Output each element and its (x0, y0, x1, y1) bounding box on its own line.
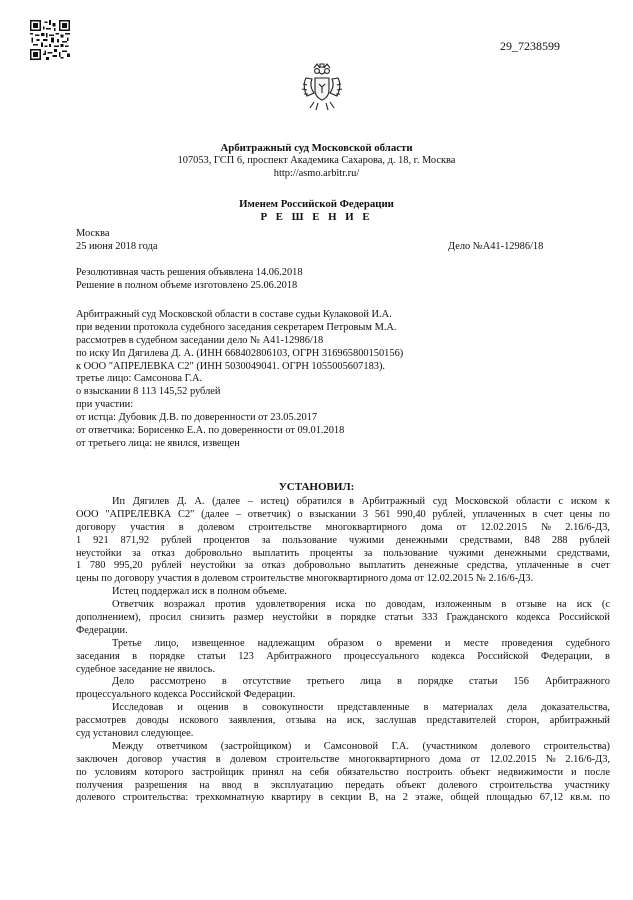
body-word: иск, (346, 715, 365, 727)
body-word: рублей, (432, 508, 466, 520)
body-word: квартиру (271, 792, 312, 804)
body-word: передать (345, 779, 384, 791)
body-word: пользование (282, 534, 337, 546)
body-word: Исследовав (112, 702, 164, 714)
body-word: № (545, 753, 556, 765)
body-word: статьи (469, 676, 498, 688)
body-word: долевого (76, 792, 116, 804)
body-word: договору (76, 521, 116, 533)
body-word: ответчиком (156, 740, 208, 752)
body-word: 871,92 (120, 534, 150, 546)
body-word: заявления, (228, 715, 276, 727)
body-word: объект (460, 766, 490, 778)
decision-date: 25 июня 2018 года (76, 241, 158, 252)
qr-code (30, 20, 70, 60)
body-word: ООО (76, 508, 99, 520)
composition-line: третье лицо: Самсонова Г.А. (76, 373, 203, 385)
body-word: 848 (524, 534, 541, 546)
body-word: 156 (513, 676, 529, 688)
composition-block (76, 309, 403, 451)
body-word: строительстве (276, 753, 340, 765)
body-word: в (501, 599, 507, 611)
body-word: (участником (422, 740, 478, 752)
body-line (76, 767, 610, 780)
body-line: Федерации. (76, 624, 128, 636)
body-word: извещенное (191, 637, 245, 649)
body-word: оценив (197, 702, 229, 714)
body-word: и (177, 702, 183, 714)
body-line: судебное заседание не явилось. (76, 663, 216, 675)
body-word: по (599, 792, 610, 804)
body-line (76, 599, 610, 612)
body-word: области (516, 496, 551, 507)
body-word: в (532, 508, 538, 520)
body-word: средствами, (557, 547, 610, 559)
body-word: дома (439, 753, 461, 765)
body-word: 288 (551, 534, 568, 546)
body-word: статьи (197, 650, 226, 662)
body-word: в (577, 560, 583, 572)
body-word: размер (233, 612, 264, 624)
body-word: 1 (76, 534, 82, 546)
body-word: иска (335, 599, 356, 611)
body-word: от (470, 753, 481, 765)
body-word: объект (396, 779, 426, 791)
composition-line: о взыскании 8 113 145,52 рублей (76, 386, 221, 398)
body-word: построить (406, 766, 453, 778)
body-word: Дягилев (132, 496, 170, 507)
body-line (76, 702, 610, 715)
body-word: выплатить (358, 560, 406, 572)
body-word: доводы (136, 715, 169, 727)
body-word: секции (330, 792, 362, 804)
body-word: выплатить (252, 547, 300, 559)
body-word: принял (251, 766, 284, 778)
body-word: на (291, 766, 302, 778)
body-word: чужими (448, 547, 484, 559)
composition-line: от истца: Дубовик Д.В. по доверенности от 23.05.2017 (76, 412, 318, 424)
body-word: образом (327, 637, 364, 649)
body-word: порядке (149, 650, 185, 662)
body-word: в (221, 676, 227, 688)
body-word: времени (394, 637, 432, 649)
body-word: ввод (221, 779, 242, 791)
body-word: денежные (413, 560, 459, 572)
body-line (76, 522, 610, 535)
decision-title: Р Е Ш Е Н И Е (260, 211, 373, 223)
announcement-block (76, 267, 303, 293)
court-name: Арбитражный суд Московской области (220, 142, 413, 154)
body-word: месте (463, 637, 489, 649)
body-word: (застройщиком) (220, 740, 292, 752)
body-word: Самсоновой (323, 740, 379, 752)
body-word: Дело (112, 676, 135, 688)
body-word: площадью (486, 792, 533, 804)
body-line (76, 638, 610, 651)
body-word: обратился (296, 496, 342, 507)
body-word: к (604, 496, 610, 507)
body-word: о (297, 508, 303, 520)
body-line (76, 509, 610, 522)
body-line: процессуального кодекса Российской Федерации. (76, 689, 296, 701)
body-word: Московской (454, 496, 509, 507)
body-word: по (365, 599, 376, 611)
body-word: недвижимости (497, 766, 564, 778)
composition-line: рассмотрев в судебном заседании дело № А41-12986/18 (76, 334, 324, 346)
body-word: порядке (417, 676, 454, 688)
body-line (76, 612, 610, 625)
body-word: иск (576, 599, 592, 611)
body-word: участнику (564, 779, 610, 791)
body-word: за (363, 547, 373, 559)
body-word: проценты (309, 547, 354, 559)
body-word: обязательство (337, 766, 399, 778)
body-word: процентов (203, 534, 250, 546)
body-word: лицо, (154, 637, 179, 649)
body-word: рассмотрев (76, 715, 127, 727)
body-word: застройщик (191, 766, 244, 778)
body-word: (далее (212, 496, 241, 507)
announcement-line: Решение в полном объеме изготовлено 25.06.2018 (76, 279, 298, 291)
body-word: 921 (93, 534, 109, 546)
body-word: порядке (340, 612, 376, 624)
body-word: С2" (178, 508, 195, 520)
body-word: арбитражный (549, 715, 610, 727)
body-line (76, 715, 610, 728)
body-word: дома (421, 521, 443, 533)
body-word: дела (507, 702, 528, 714)
body-word: в (132, 650, 138, 662)
body-word: лица (360, 676, 382, 688)
body-word: 995,20 (114, 560, 143, 572)
body-line (76, 548, 610, 561)
body-word: условиям (94, 766, 137, 778)
body-word: заслушав (375, 715, 417, 727)
body-word: и (444, 637, 451, 649)
body-word: в (423, 702, 429, 714)
body-word: отказ (151, 547, 175, 559)
body-word: отзыва (285, 715, 316, 727)
body-word: с (558, 496, 564, 507)
composition-line: от ответчика: Борисенко Е.А. по доверенности от 09.01.2018 (76, 425, 345, 437)
body-word: уплаченные (516, 560, 569, 572)
body-word: В, (368, 792, 379, 804)
body-word: долевом (230, 753, 267, 765)
body-word: 780 (89, 560, 106, 572)
body-word: неустойки (190, 560, 236, 572)
body-word: кодекса (516, 612, 550, 624)
body-word: долевом (197, 521, 235, 533)
body-word: отказ (261, 560, 285, 572)
body-word: Д. (176, 496, 187, 507)
body-word: взыскании (309, 508, 357, 520)
body-word: № (541, 521, 552, 533)
body-line (76, 780, 610, 793)
body-word: отсутствие (242, 676, 291, 688)
body-word: Ответчик (112, 599, 154, 611)
body-word: за (244, 560, 254, 572)
body-word: строительства) (543, 740, 610, 752)
composition-line: при участии: (76, 399, 134, 411)
body-word: Ип (112, 496, 126, 507)
body-word: 1 (76, 560, 82, 572)
body-line (76, 560, 610, 573)
body-word: договор (127, 753, 163, 765)
body-word: заседания (76, 650, 120, 662)
body-word: удовлетворения (255, 599, 326, 611)
body-line (76, 535, 610, 548)
court-website: http://asmo.arbitr.ru/ (273, 168, 360, 179)
composition-line: при ведении протокола судебного заседания секретарем Петровым М.А. (76, 321, 397, 333)
body-word: на (326, 715, 337, 727)
body-word: 123 (238, 650, 254, 662)
body-word: в (253, 779, 259, 791)
composition-line: Арбитражный суд Московской области в составе судьи Кулаковой И.А. (76, 309, 392, 320)
body-word: в (178, 521, 184, 533)
body-word: сторон, (506, 715, 540, 727)
body-word: Третье (112, 637, 142, 649)
body-word: кв.м. (570, 792, 593, 804)
body-word: которого (144, 766, 184, 778)
body-word: заключен (76, 753, 118, 765)
body-word: (далее (201, 508, 229, 520)
body-word: третьего (306, 676, 345, 688)
body-word: рассмотрено (150, 676, 206, 688)
body-line (76, 741, 610, 754)
body-word: Федерации, (540, 650, 593, 662)
body-word: и (304, 740, 311, 752)
body-word: рублей (161, 534, 192, 546)
body-word: (с (601, 599, 610, 611)
body-word: суд (432, 496, 448, 507)
body-word: доказательства, (541, 702, 610, 714)
body-word: многоквартирного (348, 753, 431, 765)
body-word: Гражданского (446, 612, 508, 624)
body-word: против (214, 599, 246, 611)
body-word: материалах (442, 702, 494, 714)
body-word: 2.16/6-Д3, (565, 753, 610, 765)
body-line (76, 651, 610, 664)
body-word: рублей (151, 560, 182, 572)
body-word: в (215, 753, 221, 765)
body-word: добровольно (185, 547, 243, 559)
body-word: дополнением), (76, 612, 141, 624)
body-word: иском (570, 496, 598, 507)
body-word: в (349, 496, 355, 507)
body-word: представленные (337, 702, 410, 714)
body-word: проведения (501, 637, 553, 649)
court-address: 107053, ГСП 6, проспект Академика Сахарова, д. 18, г. Москва (177, 155, 456, 166)
body-word: процессуального (343, 650, 419, 662)
body-word: искового (179, 715, 219, 727)
body-word: Арбитражного (266, 650, 332, 662)
body-word: "АПРЕЛЕВКА (105, 508, 172, 520)
body-word: пользование (383, 547, 438, 559)
body-word: неустойки (76, 547, 122, 559)
body-word: Российской (477, 650, 529, 662)
gov-heading: Именем Российской Федерации (239, 198, 394, 210)
body-word: Г.А. (391, 740, 410, 752)
body-word: статьи (384, 612, 414, 624)
body-word: от (456, 521, 467, 533)
body-word: просил (149, 612, 182, 624)
body-word: в (318, 792, 324, 804)
body-word: доводам, (385, 599, 426, 611)
body-word: за (261, 534, 271, 546)
body-word: в (242, 702, 248, 714)
body-word: – (247, 496, 253, 507)
body-word: общей (450, 792, 479, 804)
body-word: строительстве (248, 521, 312, 533)
body-word: рублей (579, 534, 610, 546)
body-word: строительства: (122, 792, 189, 804)
body-word: средствами, (459, 534, 513, 546)
body-word: денежными (494, 547, 547, 559)
body-word: 2.16/6-Д3, (565, 521, 610, 533)
body-word: на (199, 779, 210, 791)
body-word: Между (112, 740, 144, 752)
body-word: о (376, 637, 382, 649)
body-word: снизить (190, 612, 225, 624)
body-word: этаже, (415, 792, 444, 804)
composition-line: от третьего лица: не явился, извещен (76, 437, 240, 449)
established-heading: УСТАНОВИЛ: (278, 481, 355, 493)
body-word: неустойки (272, 612, 318, 624)
body-word: в (396, 676, 402, 688)
body-word: долевого (438, 779, 478, 791)
composition-line: по иску Ип Дягилева Д. А. (ИНН 668402806103, ОГРН 316965800150156) (76, 347, 404, 359)
body-word: возражал (163, 599, 205, 611)
body-line (76, 676, 610, 689)
body-word: и (571, 766, 577, 778)
body-word: в (604, 650, 610, 662)
decision-body (76, 496, 610, 805)
announcement-line: Резолютивная часть решения объявлена 14.06.2018 (76, 267, 303, 278)
body-word: совокупности (262, 702, 324, 714)
body-line (76, 496, 610, 509)
body-line (76, 792, 610, 805)
body-word: участия (171, 753, 207, 765)
body-word: на (556, 599, 567, 611)
body-word: 12.02.2015 (480, 521, 528, 533)
body-word: разрешения (134, 779, 188, 791)
body-word: получения (76, 779, 123, 791)
body-word: – (235, 508, 241, 520)
body-word: кодекса (431, 650, 465, 662)
body-word: счет (544, 508, 563, 520)
body-line: Истец поддержал иск в полном объеме. (112, 586, 287, 598)
body-word: 2 (402, 792, 408, 804)
body-word: строительства (489, 779, 553, 791)
body-word: Арбитражный (361, 496, 426, 507)
body-word: многоквартирного (325, 521, 407, 533)
body-word: истец) (260, 496, 290, 507)
body-word: добровольно (293, 560, 351, 572)
body-word: Арбитражного (544, 676, 610, 688)
body-word: чужими (348, 534, 385, 546)
body-word: после (584, 766, 610, 778)
body-word: долевого (490, 740, 531, 752)
body-word: 3 (362, 508, 369, 520)
body-word: цены (569, 508, 593, 520)
body-word: за (132, 547, 141, 559)
body-word: отзыве (516, 599, 547, 611)
body-word: 12.02.2015 (489, 753, 537, 765)
coat-of-arms-icon (300, 62, 344, 112)
body-word: уплаченных (472, 508, 526, 520)
body-word: трехкомнатную (195, 792, 265, 804)
body-word: по (76, 766, 87, 778)
body-word: надлежащим (257, 637, 315, 649)
body-word: в (326, 612, 332, 624)
body-line: суд установил следующее. (76, 728, 194, 740)
body-word: средства, (466, 560, 508, 572)
body-word: счет (591, 560, 610, 572)
case-number: Дело №А41-12986/18 (448, 241, 544, 252)
body-word: изложенным (435, 599, 492, 611)
body-word: 990,40 (397, 508, 426, 520)
body-word: А. (194, 496, 205, 507)
body-line: цены по договору участия в долевом строительстве многоквартирного дома от 12.02.2015 № 2.16/6-Д3. (76, 573, 534, 585)
decision-city: Москва (76, 228, 110, 239)
body-word: 67,12 (539, 792, 564, 804)
body-word: 561 (374, 508, 391, 520)
body-word: на (385, 792, 396, 804)
body-word: себя (309, 766, 330, 778)
document-number: 29_7238599 (500, 39, 560, 53)
body-line (76, 754, 610, 767)
body-word: 333 (421, 612, 438, 624)
body-word: денежными (395, 534, 448, 546)
body-word: эксплуатацию (270, 779, 334, 791)
body-word: Российской (558, 612, 610, 624)
body-word: представителей (426, 715, 497, 727)
body-word: участия (130, 521, 165, 533)
body-word: ответчик) (247, 508, 291, 520)
body-word: судебного (565, 637, 610, 649)
body-word: по (599, 508, 610, 520)
composition-line: к ООО "АПРЕЛЕВКА С2" (ИНН 5030049041. ОГРН 1055005607183). (76, 360, 386, 372)
